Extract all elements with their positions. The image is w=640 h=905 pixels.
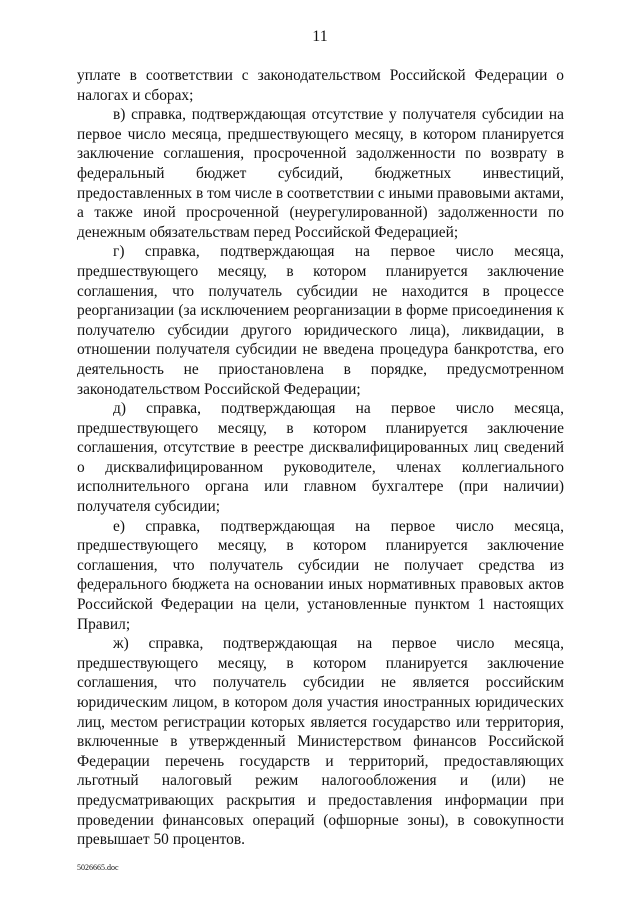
paragraph-item-e: е) справка, подтверждающая на первое число месяца, предшествующего месяцу, в котором планируется заключение соглашения, что получатель субсидии не получает средства из федерального бюджета на основании иных нормативных правовых актов Российской Федерации на цели, установленные пунктом 1 настоящих Правил;	[77, 517, 564, 633]
page-number: 11	[312, 28, 328, 45]
paragraph-item-v: в) справка, подтверждающая отсутствие у получателя субсидии на первое число месяца, предшествующего месяцу, в котором планируется заключение соглашения, просроченной задолженности по возврату в федеральный бюджет субсидий, бюджетных инвестиций, предоставленных в том числе в соответствии с иными правовыми актами, а также иной просроченной (неурегулированной) задолженности по денежным обязательствам перед Российской Федерацией;	[77, 106, 564, 241]
paragraph-item-zh: ж) справка, подтверждающая на первое число месяца, предшествующего месяцу, в котором планируется заключение соглашения, что получатель субсидии не является российским юридическим лицом, в котором доля участия иностранных юридических лиц, местом регистрации которых является государство или территория, включенные в утвержденный Министерством финансов Российской Федерации перечень государств и территорий, предоставляющих льготный налоговый режим налогообложения и (или) не предусматривающих раскрытия и предоставления информации при проведении финансовых операций (офшорные зоны), в совокупности превышает 50 процентов.	[77, 635, 564, 849]
paragraph-item-d: д) справка, подтверждающая на первое число месяца, предшествующего месяцу, в котором планируется заключение соглашения, отсутствие в реестре дисквалифицированных лиц сведений о дисквалифицированном руководителе, членах коллегиального исполнительного органа или главном бухгалтере (при наличии) получателя субсидии;	[77, 400, 564, 516]
paragraph-continuation: уплате в соответствии с законодательством Российской Федерации о налогах и сборах;	[77, 67, 564, 104]
paragraph-item-g: г) справка, подтверждающая на первое число месяца, предшествующего месяцу, в котором планируется заключение соглашения, что получатель субсидии не находится в процессе реорганизации (за исключением реорганизации в форме присоединения к получателю субсидии другого юридического лица), ликвидации, в отношении получателя субсидии не введена процедура банкротства, его деятельность не приостановлена в порядке, предусмотренном законодательством Российской Федерации;	[77, 243, 564, 398]
document-body	[77, 66, 564, 850]
document-file-code: 5026665.doc	[77, 863, 119, 872]
